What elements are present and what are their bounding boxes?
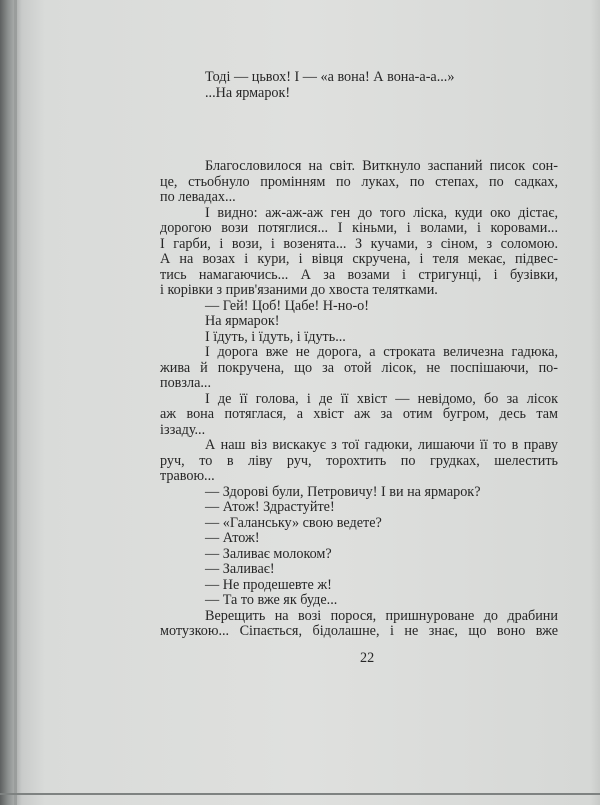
intro-lines [160, 70, 558, 101]
paragraph [160, 314, 558, 330]
page-bottom-edge [0, 793, 600, 795]
text-line: А наш віз вискакує з тої гадюки, лишаючи її то в праву [205, 437, 558, 454]
text-line: аж вона потяглася, а хвіст аж за отим бугром, десь там [160, 406, 558, 423]
text-line: І видно: аж-аж-аж ген до того ліска, куди око дістає, [205, 204, 558, 221]
paragraph [160, 609, 558, 640]
text-line: — Атож! Здрастуйте! [205, 499, 335, 516]
paragraph [160, 485, 558, 501]
body-text [160, 159, 558, 640]
page-number: 22 [360, 650, 375, 666]
paragraph [160, 159, 558, 206]
text-line: Благословилося на світ. Виткнуло заспаний писок сон- [205, 158, 558, 174]
paragraph [160, 392, 558, 439]
text-line: мотузкою... Сіпається, бідолашне, і не знає, що воно вже [160, 623, 558, 640]
text-line: тись намагаючись... А за возами і стригунці, і бузівки, [160, 266, 558, 283]
text-line: — «Галанську» свою ведете? [205, 514, 382, 531]
paragraph [160, 578, 558, 594]
text-line: — Заливає! [205, 561, 275, 578]
text-line: — Атож! [205, 530, 260, 547]
paragraph [160, 562, 558, 578]
text-line: На ярмарок! [205, 313, 280, 330]
text-line: і корівки з прив'язаними до хвоста телятками. [160, 282, 438, 299]
text-line: по левадах... [160, 189, 236, 206]
text-line: — Здорові були, Петровичу! І ви на ярмарок? [205, 483, 481, 500]
paragraph [160, 593, 558, 609]
text-line: жива й покручена, що за отой лісок, не поспішаючи, по- [160, 359, 558, 376]
paragraph [160, 299, 558, 315]
page-binding-edge [14, 0, 17, 805]
text-line: це, стьобнуло промінням по луках, по степах, по садках, [160, 173, 558, 190]
paragraph [160, 206, 558, 299]
text-line: травою... [160, 468, 215, 485]
text-line: дорогою вози потяглися... І кіньми, і волами, і коровами... [160, 220, 558, 237]
intro-line: Тоді — цьвох! І — «а вона! А вона-а-а...» [205, 69, 455, 85]
text-line: І їдуть, і їдуть, і їдуть... [205, 328, 346, 345]
paragraph [160, 531, 558, 547]
paragraph [160, 330, 558, 346]
intro-line: ...На ярмарок! [205, 84, 291, 101]
text-line: — Не продешевте ж! [205, 576, 332, 593]
text-line: А на возах і кури, і вівця скручена, і теля мекає, підвес- [160, 251, 558, 268]
paragraph [160, 500, 558, 516]
paragraph [160, 516, 558, 532]
text-line: — Гей! Цоб! Цабе! Н-но-о! [205, 297, 370, 314]
paragraph [160, 438, 558, 485]
text-line: І гарби, і вози, і возенята... З кучами, з сіном, з соломою. [160, 235, 558, 252]
text-line: іззаду... [160, 421, 206, 438]
text-line: І де її голова, і де її хвіст — невідомо, бо за лісок [205, 390, 558, 407]
text-line: Верещить на возі порося, пришнуроване до драбини [205, 607, 558, 624]
paragraph [160, 345, 558, 392]
text-line: І дорога вже не дорога, а строката величезна гадюка, [205, 344, 558, 361]
text-line: — Та то вже як буде... [205, 592, 338, 609]
paragraph [160, 547, 558, 563]
text-line: — Заливає молоком? [205, 545, 332, 562]
text-line: повзла... [160, 375, 212, 392]
text-line: руч, то в ліву руч, торохтить по грудках, шелестить [160, 452, 558, 469]
